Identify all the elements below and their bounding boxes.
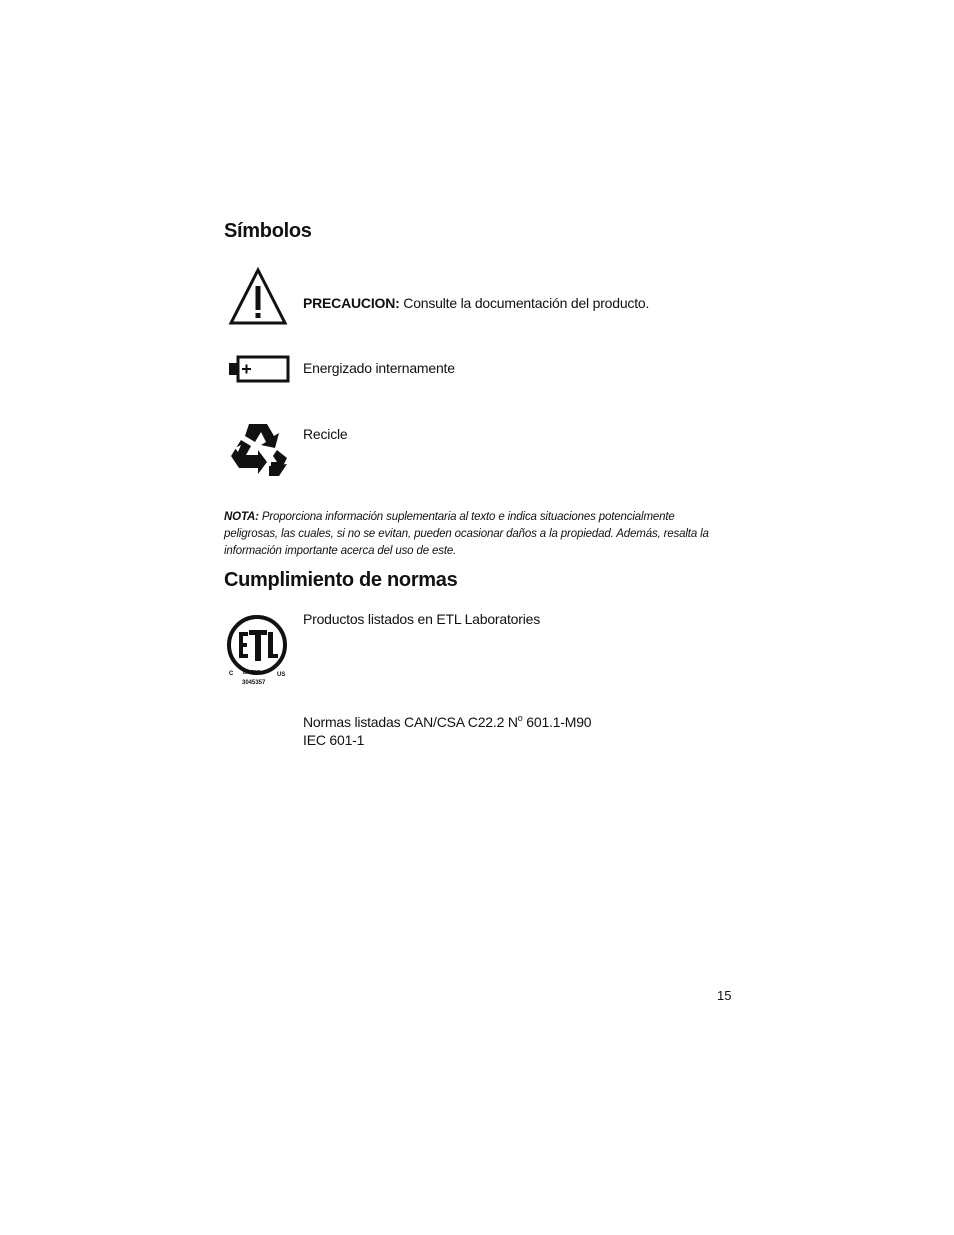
note-text: Proporciona información suplementaria al texto e indica situaciones potencialmente peligrosas, las cuales, si no se evitan, pueden ocasionar daños a la propiedad. Además, resalta la información importante acerca del uso de este.	[224, 511, 709, 557]
standards-line-2: IEC 601-1	[303, 732, 365, 748]
etl-c-text: C	[229, 671, 234, 677]
warning-triangle-icon	[228, 266, 288, 331]
caution-description: Consulte la documentación del producto.	[399, 295, 650, 311]
caution-label: PRECAUCION:	[303, 295, 400, 311]
symbol-recycle-text: Recicle	[303, 426, 348, 442]
section-title-simbolos: Símbolos	[224, 220, 312, 242]
etl-listed-mark	[226, 614, 292, 693]
section-title-cumplimiento: Cumplimiento de normas	[224, 569, 458, 591]
page-number: 15	[717, 988, 732, 1003]
battery-icon	[228, 354, 290, 389]
standards-line1-sup: o	[517, 713, 523, 723]
etl-number-text: 3045357	[242, 680, 266, 686]
symbol-battery-text: Energizado internamente	[303, 360, 455, 376]
note-label: NOTA:	[224, 511, 259, 523]
standards-line1-post: 601.1-M90	[522, 714, 592, 730]
etl-listed-text: LISTED	[243, 670, 261, 676]
etl-us-text: US	[277, 672, 286, 678]
recycle-icon	[227, 418, 291, 485]
symbol-caution-text	[303, 294, 649, 312]
note-paragraph	[224, 509, 729, 560]
standards-line-1	[303, 713, 591, 731]
standards-line1-pre: Normas listadas CAN/CSA C22.2 N	[303, 714, 518, 730]
etl-listed-text-label: Productos listados en ETL Laboratories	[303, 611, 541, 627]
